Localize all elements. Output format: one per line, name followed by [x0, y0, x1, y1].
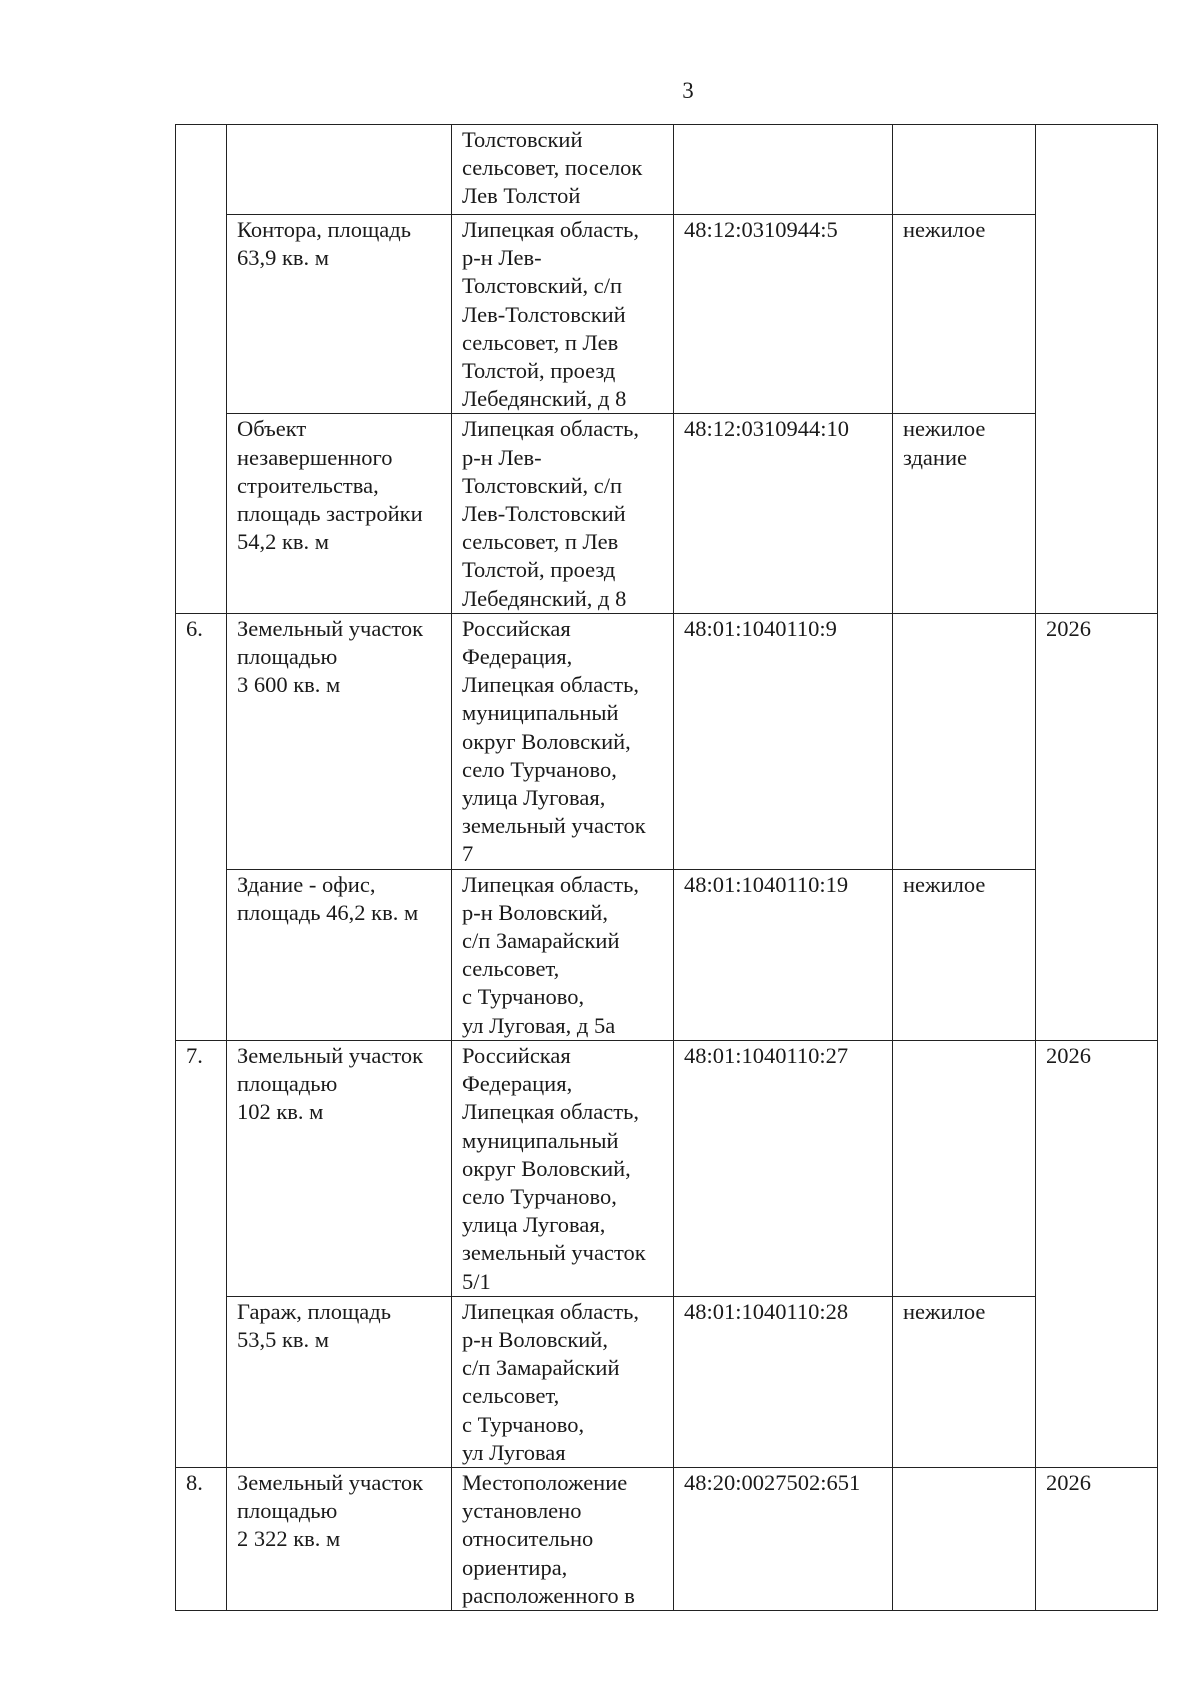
cadastral-cell: 48:20:0027502:651 [674, 1467, 893, 1610]
purpose-cell: нежилое [893, 869, 1036, 1040]
table-row [176, 1040, 1158, 1296]
purpose-cell [893, 125, 1036, 215]
property-table [175, 124, 1158, 1611]
purpose-cell [893, 1040, 1036, 1296]
object-cell: Контора, площадь 63,9 кв. м [227, 215, 452, 414]
number-cell: 7. [176, 1040, 227, 1467]
object-cell: Здание - офис, площадь 46,2 кв. м [227, 869, 452, 1040]
cadastral-cell: 48:01:1040110:28 [674, 1296, 893, 1467]
year-cell: 2026 [1036, 1040, 1158, 1467]
address-cell: Российская Федерация, Липецкая область, муниципальный округ Воловский, село Турчаново, улица Луговая, земельный участок 7 [452, 613, 674, 869]
cadastral-cell: 48:12:0310944:5 [674, 215, 893, 414]
table-row [176, 869, 1158, 1040]
object-cell: Объект незавершенного строительства, площадь застройки 54,2 кв. м [227, 414, 452, 613]
year-cell: 2026 [1036, 613, 1158, 1040]
cadastral-cell [674, 125, 893, 215]
address-cell: Липецкая область, р-н Лев- Толстовский, с/п Лев-Толстовский сельсовет, п Лев Толстой, проезд Лебедянский, д 8 [452, 414, 674, 613]
object-cell [227, 125, 452, 215]
cadastral-cell: 48:01:1040110:19 [674, 869, 893, 1040]
object-cell: Гараж, площадь 53,5 кв. м [227, 1296, 452, 1467]
address-cell: Местоположение установлено относительно ориентира, расположенного в [452, 1467, 674, 1610]
cadastral-cell: 48:01:1040110:9 [674, 613, 893, 869]
purpose-cell [893, 1467, 1036, 1610]
purpose-cell [893, 613, 1036, 869]
object-cell: Земельный участок площадью 3 600 кв. м [227, 613, 452, 869]
address-cell: Липецкая область, р-н Воловский, с/п Замарайский сельсовет, с Турчаново, ул Луговая [452, 1296, 674, 1467]
purpose-cell: нежилое [893, 215, 1036, 414]
year-cell [1036, 125, 1158, 614]
number-cell: 6. [176, 613, 227, 1040]
cadastral-cell: 48:01:1040110:27 [674, 1040, 893, 1296]
number-cell: 8. [176, 1467, 227, 1610]
purpose-cell: нежилое здание [893, 414, 1036, 613]
address-cell: Российская Федерация, Липецкая область, муниципальный округ Воловский, село Турчаново, улица Луговая, земельный участок 5/1 [452, 1040, 674, 1296]
address-cell: Липецкая область, р-н Лев- Толстовский, с/п Лев-Толстовский сельсовет, п Лев Толстой, проезд Лебедянский, д 8 [452, 215, 674, 414]
year-cell: 2026 [1036, 1467, 1158, 1610]
address-cell: Липецкая область, р-н Воловский, с/п Замарайский сельсовет, с Турчаново, ул Луговая, д 5а [452, 869, 674, 1040]
purpose-cell: нежилое [893, 1296, 1036, 1467]
object-cell: Земельный участок площадью 2 322 кв. м [227, 1467, 452, 1610]
object-cell: Земельный участок площадью 102 кв. м [227, 1040, 452, 1296]
table-row [176, 613, 1158, 869]
page-number: 3 [682, 78, 694, 103]
table-row [176, 1467, 1158, 1610]
table-row [176, 125, 1158, 215]
table-row [176, 215, 1158, 414]
table-row [176, 414, 1158, 613]
address-cell: Толстовский сельсовет, поселок Лев Толстой [452, 125, 674, 215]
cadastral-cell: 48:12:0310944:10 [674, 414, 893, 613]
table-row [176, 1296, 1158, 1467]
number-cell [176, 125, 227, 614]
